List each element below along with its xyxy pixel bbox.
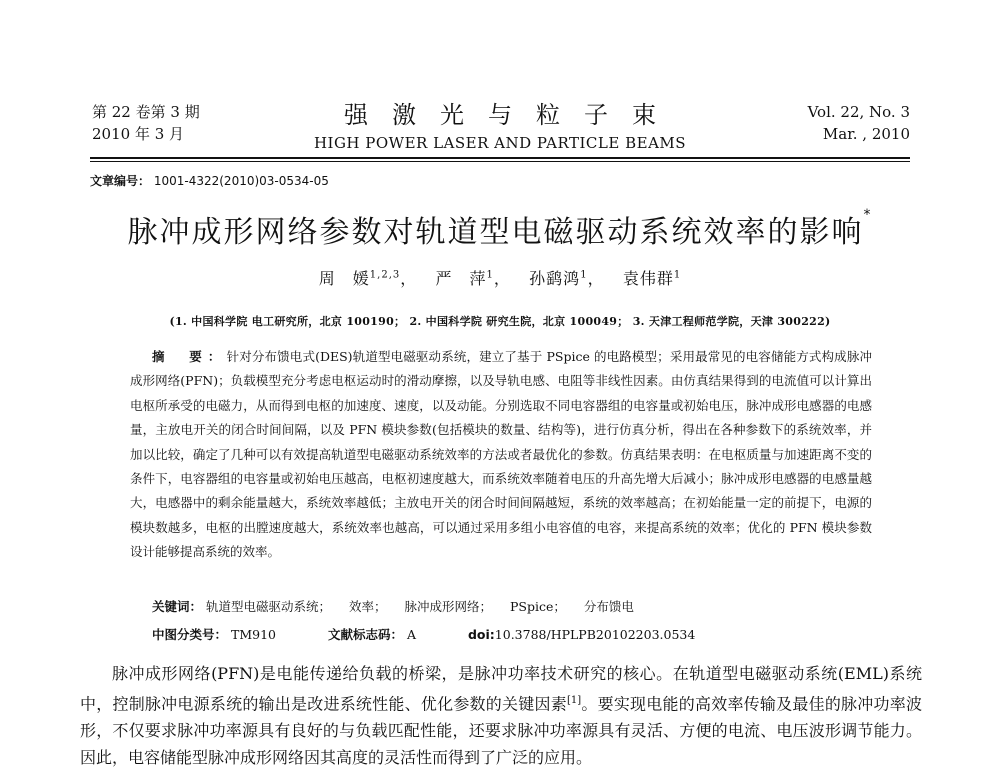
author-3-affil: 1 [580, 269, 588, 281]
header-rule-thin [90, 161, 910, 162]
header-volume-cn-block [92, 101, 200, 145]
paper-title-text: 脉冲成形网络参数对轨道型电磁驱动系统效率的影响 [127, 215, 864, 250]
journal-title-cn: 强激光与粒子束 [344, 101, 680, 129]
header-date-cn: 2010 年 3 月 [92, 125, 185, 143]
keyword-5: 分布馈电 [583, 599, 634, 614]
citation-ref-1: [1] [566, 695, 582, 706]
doi-value: 10.3788/HPLPB20102203.0534 [494, 627, 696, 642]
keyword-4: PSpice； [510, 599, 566, 614]
author-2: 严 萍 [435, 269, 487, 288]
journal-title-en: HIGH POWER LASER AND PARTICLE BEAMS [313, 134, 687, 152]
clc-label: 中图分类号： [152, 627, 228, 642]
keyword-2: 效率； [349, 599, 387, 614]
keywords [152, 597, 648, 615]
body-p1-start: 脉冲成形网络(PFN)是电能传递给负载的桥梁，是脉冲功率技术研究的核心。在轨道型电磁驱动系统(EML)系统中，控制脉冲电源系统的输出是改进系统性能、优化参数的关键因素 [80, 664, 922, 714]
body-p1-rest: 。要实现电能的高效率传输及最佳的脉冲功率波形，不仅要求脉冲功率源具有良好的与负载匹配性能，还要求脉冲功率源具有灵活、方便的电流、电压波形调节能力。因此，电容储能型脉冲成形网络因其高度的灵活性而得到了广泛的应用。 [80, 694, 922, 768]
author-2-affil: 1 [486, 269, 494, 281]
article-number-label: 文章编号： [90, 174, 151, 188]
body-paragraph-1 [80, 660, 922, 771]
body-text [80, 660, 922, 771]
author-1-affil: 1,2,3 [369, 269, 401, 281]
abstract-label: 摘 要： [152, 349, 227, 364]
doc-code-value: A [406, 627, 416, 642]
author-1: 周 媛 [318, 269, 370, 288]
article-number-value: 1001-4322(2010)03-0534-05 [153, 174, 329, 188]
header-rule-thick [90, 157, 910, 159]
header-volume-cn: 第 22 卷第 3 期 [92, 103, 200, 121]
title-footnote-mark: * [863, 207, 873, 223]
header-journal [290, 100, 710, 154]
author-3: 孙鹞鸿 [529, 269, 581, 288]
affiliations: (1. 中国科学院 电工研究所，北京 100190； 2. 中国科学院 研究生院，北京 100049； 3. 天津工程师范学院，天津 300222) [169, 315, 831, 328]
abstract [130, 345, 872, 565]
keyword-1: 轨道型电磁驱动系统； [206, 599, 332, 614]
header-volume-en: Vol. 22, No. 3 [807, 103, 910, 121]
header-volume-en-block [808, 101, 910, 145]
article-number [90, 172, 329, 189]
abstract-text: 针对分布馈电式(DES)轨道型电磁驱动系统，建立了基于 PSpice 的电路模型；采用最常见的电容储能方式构成脉冲成形网络(PFN)；负载模型充分考虑电枢运动时的滑动摩擦，以及导轨电感、电阻等非线性因素。由仿真结果得到的电流值可以计算出电枢所承受的电磁力，从而得到电枢的加速度、速度，以及动能。分别选取不同电容器组的电容量或初始电压，脉冲成形电感器的电感量，主放电开关的闭合时间间隔，以及 PFN 模块参数(包括模块的数量、结构等)，进行仿真分析，得出在各种参数下的系统效率，并加以比较，确定了几种可以有效提高轨道型电磁驱动系统效率的方法或者最优化的参数。仿真结果表明：在电枢质量与加速距离不变的条件下，电容器组的电容量或初始电压越高，电枢初速度越大，而系统效率随着电压的升高先增大后减小；脉冲成形电感器的电感量越大，电感器中的剩余能量越大，系统效率越低；主放电开关的闭合时间间隔越短，系统的效率越高；在初始能量一定的前提下，电源的模块数越多，电枢的出膛速度越大，系统效率也越高，可以通过采用多组小电容值的电容，来提高系统的效率；优化的 PFN 模块参数设计能够提高系统的效率。 [130, 349, 872, 560]
doc-code-label: 文献标志码： [327, 627, 403, 642]
header-date-en: Mar. , 2010 [822, 125, 910, 143]
paper-title [0, 207, 1000, 251]
author-list: 周 媛$^{1,2,3}$， 严 萍$^1$， 孙鹞鸿$^1$， 袁伟群$^1$ [318, 269, 682, 288]
keywords-label: 关键词： [152, 599, 203, 614]
doi-label: doi: [467, 627, 495, 642]
author-4: 袁伟群 [622, 269, 674, 288]
keyword-3: 脉冲成形网络； [404, 599, 493, 614]
author-4-affil: 1 [673, 269, 682, 281]
clc-value: TM910 [231, 627, 276, 642]
classification-line [152, 625, 695, 643]
